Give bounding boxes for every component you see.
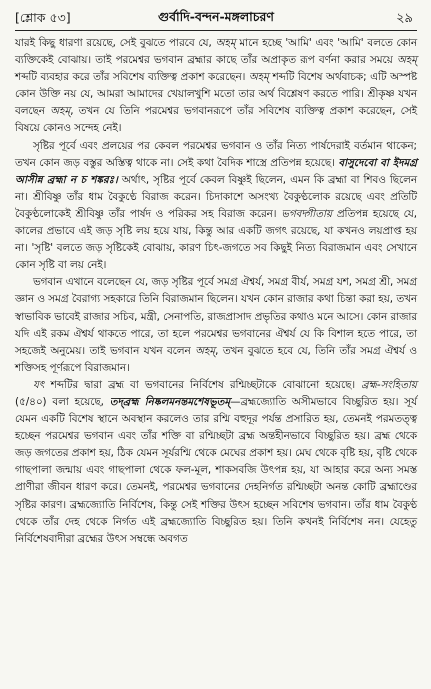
text-run: , তখন যে তিনি পরমেশ্বর ভগবানরূপে তাঁর সবিশেষ ব্যক্তিত্ব প্রকাশ করেছেন, সেই বিষয়ে কোনও সন্দেহ নেই। bbox=[15, 105, 418, 135]
text-run: শব্দটির দ্বারা ব্রহ্ম বা ভগবানের নির্বিশেষ রশ্মিচ্ছটাকে বোঝানো হয়েছে। bbox=[44, 378, 362, 391]
emphasized-text: বাসুদেবো বা ইদমগ্র আসীন্ন ব্রহ্মা ন চ শঙ্করঃ। bbox=[15, 156, 417, 186]
emphasized-text: অহম্ bbox=[50, 105, 71, 118]
emphasized-text: অহম্ bbox=[396, 54, 417, 67]
text-run: শব্দটি বিশেষ অর্থবাচক; এটি অস্পষ্ট কোন উক্তি নয় যে, আমরা আমাদের খেয়ালখুশি মতো তার অর্থ বিশ্লেষণ করতে পারি। শ্রীকৃষ্ণ যখন বলছেন bbox=[15, 71, 417, 118]
header-rule bbox=[15, 30, 417, 31]
text-run: —ব্রহ্মজ্যোতি অসীমভাবে বিচ্ছুরিত হয়। সূর্য যেমন একটি বিশেষ স্থানে অবস্থান করলেও তার রশ্মি বহুদূর পর্যন্ত প্রসারিত হয়, তেমনই পরমতত্ত্ব হচ্ছেন পরমেশ্বর ভগবান এবং তাঁর শক্তি বা রশ্মিচ্ছটা ব্রহ্ম অন্তহীনভাবে বিচ্ছুরিত হয়। ব্রহ্ম থেকে জড় জগতের প্রকাশ হয়, ঠিক যেমন সূর্যরশ্মি থেকে মেঘের প্রকাশ হয়। মেঘ থেকে বৃষ্টি হয়, বৃষ্টি থেকে গাছপালা জন্মায় এবং গাছপালা থেকে ফল-মূল, শাকসবজি উৎপন্ন হয়, যা আহার করে অন্য সমস্ত প্রাণীরা জীবন ধারণ করে। তেমনই, পরমেশ্বর ভগবানের দেহনির্গত রশ্মিচ্ছটা অনন্ত কোটি ব্রহ্মাণ্ডের সৃষ্টির কারণ। ব্রহ্মজ্যোতি নির্বিশেষ, কিন্তু সেই শক্তির উৎস হচ্ছেন সবিশেষ ভগবান। তাঁর ধাম বৈকুণ্ঠ থেকে তাঁর দেহ থেকে নির্গত এই ব্রহ্মজ্যোতি বিচ্ছুরিত হয়। তিনি কখনই নির্বিশেষ নন। যেহেতু নির্বিশেষবাদীরা ব্রহ্মের উৎস সম্বন্ধে অবগত bbox=[15, 395, 418, 545]
text-run: অর্থাৎ, সৃষ্টির পূর্বে কেবল বিষ্ণুই ছিলেন, এমন কি ব্রহ্মা বা শিবও ছিলেন না। শ্রীবিষ্ণু তাঁর ধাম বৈকুণ্ঠে বিরাজ করেন। চিদাকাশে অসংখ্য বৈকুণ্ঠলোক রয়েছে এবং প্রতিটি বৈকুণ্ঠলোকেই শ্রীবিষ্ণু তাঁর পার্ষদ ও পরিকর সহ বিরাজ করেন। bbox=[15, 173, 418, 220]
emphasized-text: ব্রহ্ম-সংহিতায় bbox=[361, 378, 417, 391]
text-run: যারই কিছু ধারণা রয়েছে, সেই বুঝতে পারবে যে, bbox=[15, 37, 216, 49]
verse-reference: [শ্লোক ৫৩] bbox=[15, 10, 71, 25]
paragraph bbox=[15, 35, 417, 138]
text-run: ভগবান এখানে বলেছেন যে, জড় সৃষ্টির পূর্বে সমগ্র ঐশ্বর্য, সমগ্র বীর্য, সমগ্র যশ, সমগ্র শ্রী, সমগ্র জ্ঞান ও সমগ্র বৈরাগ্য সহকারে তিনি বিরাজমান ছিলেন। যখন কোন রাজার কথা চিন্তা করা হয়, তখন স্বাভাবিক ভাবেই রাজার সচিব, মন্ত্রী, সেনাপতি, রাজপ্রাসাদ প্রভৃতির কথাও মনে আসে। কোন রাজার যদি এই রকম ঐশ্বর্য থাকতে পারে, তা হলে পরমেশ্বর ভগবানের ঐশ্বর্য যে কি বিশাল হতে পারে, তা সহজেই অনুমেয়। তাই ভগবান যখন বলেন bbox=[15, 276, 417, 357]
page-number: ২৯ bbox=[396, 11, 413, 26]
text-run: মানে হচ্ছে 'আমি' এবং 'আমি' বলতে কোন ব্যক্তিকেই বোঝায়। তাই পরমেশ্বর ভগবান ব্রহ্মার কাছে তাঁর অপ্রাকৃত রূপ বর্ণনা করার সময়ে bbox=[15, 37, 417, 67]
emphasized-text: অহম্ bbox=[195, 344, 216, 357]
text-run: সৃষ্টির পূর্বে এবং প্রলয়ের পর কেবল পরমেশ্বর ভগবান ও তাঁর নিত্য পার্ষদেরাই বর্তমান থাকেন; তখন কোন জড় বস্তুর অস্তিত্ব থাকে না। সেই কথা বৈদিক শাস্ত্রে প্রতিপন্ন হয়েছে। bbox=[15, 139, 417, 169]
emphasized-text: ভগবদ্গীতায় bbox=[281, 207, 333, 220]
text-run: , তখন বুঝতে হবে যে, তিনি তাঁর সমগ্র ঐশ্বর্য ও শক্তিসহ পূর্ণরূপে বিরাজমান। bbox=[15, 344, 417, 374]
chapter-title: গুর্বাদি-বন্দন-মঙ্গলাচরণ bbox=[158, 9, 274, 24]
purport-text bbox=[15, 35, 417, 548]
emphasized-text: অহম্ bbox=[215, 37, 236, 49]
text-run: প্রতিপন্ন হয়েছে যে, কালের প্রভাবে এই জড় সৃষ্টি লয় হয়ে যায়, কিন্তু আর একটি জগৎ রয়েছে, যা কখনও লয়প্রাপ্ত হয় না। 'সৃষ্টি' বলতে জড় সৃষ্টিকেই বোঝায়, কারণ চিৎ-জগতে সব কিছুই নিত্য বিরাজমান এবং সেখানে কোন সৃষ্টি বা লয় নেই। bbox=[15, 207, 418, 272]
emphasized-text: তদ্‌ব্রহ্ম নিষ্কলমনন্তমশেষভূতম্ bbox=[109, 395, 231, 408]
paragraph bbox=[15, 138, 417, 275]
paragraph bbox=[15, 274, 417, 377]
running-header bbox=[15, 8, 417, 30]
emphasized-text: যৎ bbox=[33, 378, 45, 391]
emphasized-text: অহম্ bbox=[248, 71, 269, 84]
text-run: (৫/৪০) বলা হয়েছে, bbox=[15, 395, 110, 408]
text-run: শব্দটি ব্যবহার করে তাঁর সবিশেষ ব্যক্তিত্ব প্রকাশ করেছেন। bbox=[15, 71, 249, 84]
paragraph bbox=[15, 377, 417, 548]
